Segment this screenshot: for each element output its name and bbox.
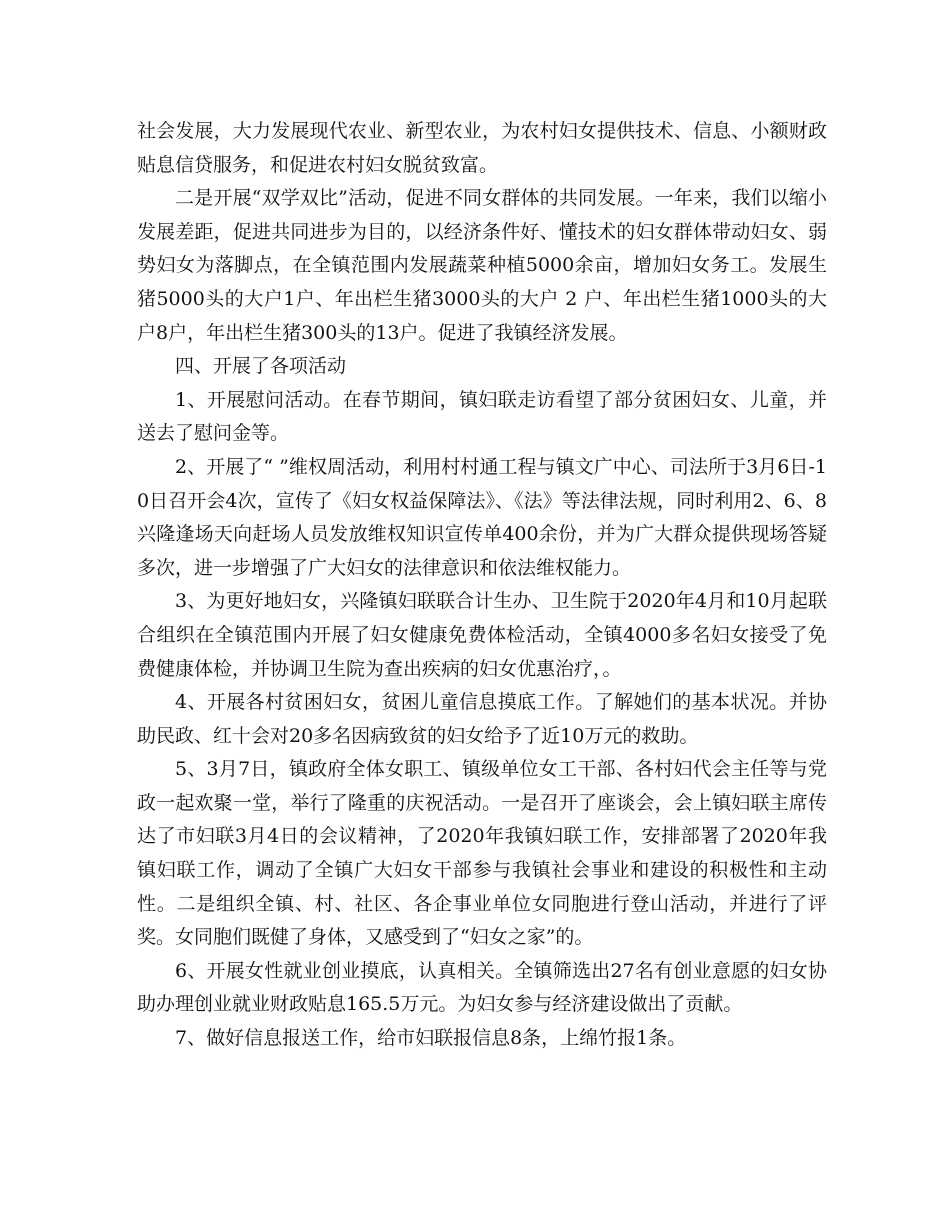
paragraph-item-3: 3、为更好地妇女，兴隆镇妇联联合计生办、卫生院于2020年4月和10月起联合组织在全镇范围内开展了妇女健康免费体检活动，全镇4000多名妇女接受了免费健康体检，并协调卫生院为查出疾病的妇女优惠治疗，。 (137, 590, 827, 680)
document-body (137, 115, 827, 1056)
paragraph-item-6: 6、开展女性就业创业摸底，认真相关。全镇筛选出27名有创业意愿的妇女协助办理创业就业财政贴息165.5万元。为妇女参与经济建设做出了贡献。 (137, 959, 827, 1016)
paragraph-item-7: 7、做好信息报送工作，给市妇联报信息8条，上绵竹报1条。 (175, 1027, 687, 1050)
paragraph-shuangxue: 二是开展“双学双比”活动，促进不同女群体的共同发展。一年来，我们以缩小发展差距，促进共同进步为目的，以经济条件好、懂技术的妇女群体带动妇女、弱势妇女为落脚点，在全镇范围内发展蔬菜种植5000余亩，增加妇女务工。发展生猪5000头的大户1户、年出栏生猪3000头的大户 2 户、年出栏生猪1000头的大户8户，年出栏生猪300头的13户。促进了我镇经济发展。 (137, 187, 827, 344)
paragraph-item-4: 4、开展各村贫困妇女，贫困儿童信息摸底工作。了解她们的基本状况。并协助民政、红十会对20多名因病致贫的妇女给予了近10万元的救助。 (137, 691, 827, 747)
paragraph-item-1: 1、开展慰问活动。在春节期间，镇妇联走访看望了部分贫困妇女、儿童，并送去了慰问金等。 (137, 388, 827, 445)
paragraph-item-5: 5、3月7日，镇政府全体女职工、镇级单位女工干部、各村妇代会主任等与党政一起欢聚一堂，举行了隆重的庆祝活动。一是召开了座谈会，会上镇妇联主席传达了市妇联3月4日的会议精神，了2020年我镇妇联工作，安排部署了2020年我镇妇联工作，调动了全镇广大妇女干部参与我镇社会事业和建设的积极性和主动性。二是组织全镇、村、社区、各企事业单位女同胞进行登山活动，并进行了评奖。女同胞们既健了身体，又感受到了“妇女之家”的。 (137, 758, 827, 949)
paragraph-continuation: 社会发展，大力发展现代农业、新型农业，为农村妇女提供技术、信息、小额财政贴息信贷服务，和促进农村妇女脱贫致富。 (137, 120, 827, 176)
section-heading-activities: 四、开展了各项活动 (175, 355, 347, 378)
paragraph-item-2: 2、开展了“ ”维权周活动，利用村村通工程与镇文广中心、司法所于3月6日-10日召开会4次，宣传了《妇女权益保障法》、《法》等法律法规，同时利用2、6、8兴隆逢场天向赶场人员发放维权知识宣传单400余份，并为广大群众提供现场答疑多次，进一步增强了广大妇女的法律意识和依法维权能力。 (137, 455, 827, 579)
